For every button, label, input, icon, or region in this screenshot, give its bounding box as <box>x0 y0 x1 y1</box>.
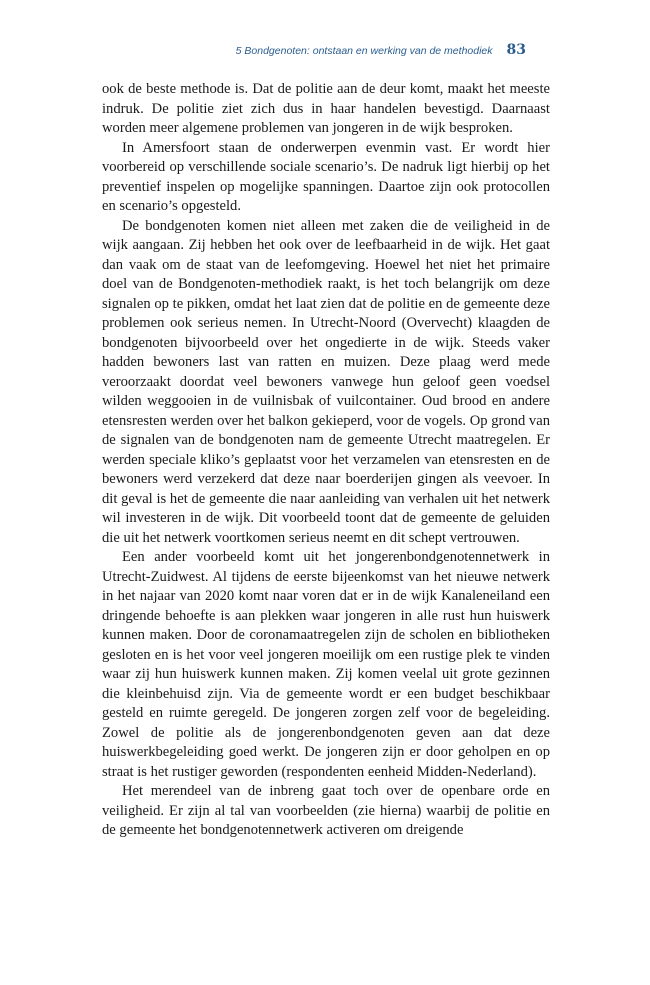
paragraph-openbare-orde: Het merendeel van de inbreng gaat toch over de openbare orde en veiligheid. Er zijn al tal van voorbeelden (zie hierna) waarbij de politie en de gemeente het bondgenotennetwerk activeren om dreigende <box>102 783 550 838</box>
page-number: 83 <box>506 42 526 58</box>
paragraph-leefbaarheid: De bondgenoten komen niet alleen met zaken die de veiligheid in de wijk aangaan. Zij hebben het ook over de leefbaarheid in de wijk. Het gaat dan vaak om de staat van de leefomgeving. Hoewel het niet het primaire doel van de Bondgenoten-methodiek raakt, is het toch belangrijk om deze signalen op te pikken, omdat het laat zien dat de politie en de gemeente deze problemen ook serieus nemen. In Utrecht-Noord (Overvecht) klaagden de bondgenoten bijvoorbeeld over het ongedierte in de wijk. Steeds vaker hadden bewoners last van ratten en muizen. Deze plaag werd mede veroorzaakt doordat veel bewoners vanwege hun geloof geen voedsel wilden weggooien in de vuilnisbak of vuilcontainer. Oud brood en andere etensresten werden over het balkon gekieperd, voor de vogels. Op grond van de signalen van de bondgenoten nam de gemeente Utrecht maatregelen. Er werden speciale kliko’s geplaatst voor het verzamelen van etensresten en de bewoners werd verzekerd dat deze naar boerderijen gingen als veevoer. In dit geval is het de gemeente die naar aanleiding van verhalen uit het netwerk wil investeren in de wijk. Dit voorbeeld toont dat de gemeente de geluiden die uit het netwerk voortkomen serieus neemt en dit schept vertrouwen. <box>102 217 550 546</box>
running-title: 5 Bondgenoten: ontstaan en werking van de methodiek <box>235 45 493 57</box>
body-text <box>102 80 550 841</box>
running-header <box>236 42 526 58</box>
paragraph-huiswerk: Een ander voorbeeld komt uit het jongerenbondgenotennetwerk in Utrecht-Zuidwest. Al tijdens de eerste bijeenkomst van het nieuwe netwerk in het najaar van 2020 komt naar voren dat er in de wijk Kanaleneiland een dringende behoefte is aan plekken waar jongeren in alle rust hun huiswerk kunnen maken. Door de coronamaatregelen zijn de scholen en bibliotheken gesloten en is het voor veel jongeren moeilijk om een rustige plek te vinden waar zij hun huiswerk kunnen maken. Zij komen veelal uit grote gezinnen die kleinbehuisd zijn. Via de gemeente wordt er een budget beschikbaar gesteld en ruimte geregeld. De jongeren zorgen zelf voor de begeleiding. Zowel de politie als de jongerenbondgenoten geven aan dat deze huiswerkbegeleiding goed werkt. De jongeren zijn er door geholpen en op straat is het rustiger geworden (respondenten eenheid Midden-Nederland). <box>102 549 550 780</box>
paragraph-continuation: ook de beste methode is. Dat de politie aan de deur komt, maakt het meeste indruk. De politie ziet zich dus in haar handelen bevestigd. Daarnaast worden meer algemene problemen van jongeren in de wijk besproken. <box>102 81 550 136</box>
paragraph-amersfoort: In Amersfoort staan de onderwerpen evenmin vast. Er wordt hier voorbereid op verschillende sociale scenario’s. De nadruk ligt hierbij op het preventief inspelen op mogelijke spanningen. Daartoe zijn ook protocollen en scenario’s opgesteld. <box>102 139 550 214</box>
